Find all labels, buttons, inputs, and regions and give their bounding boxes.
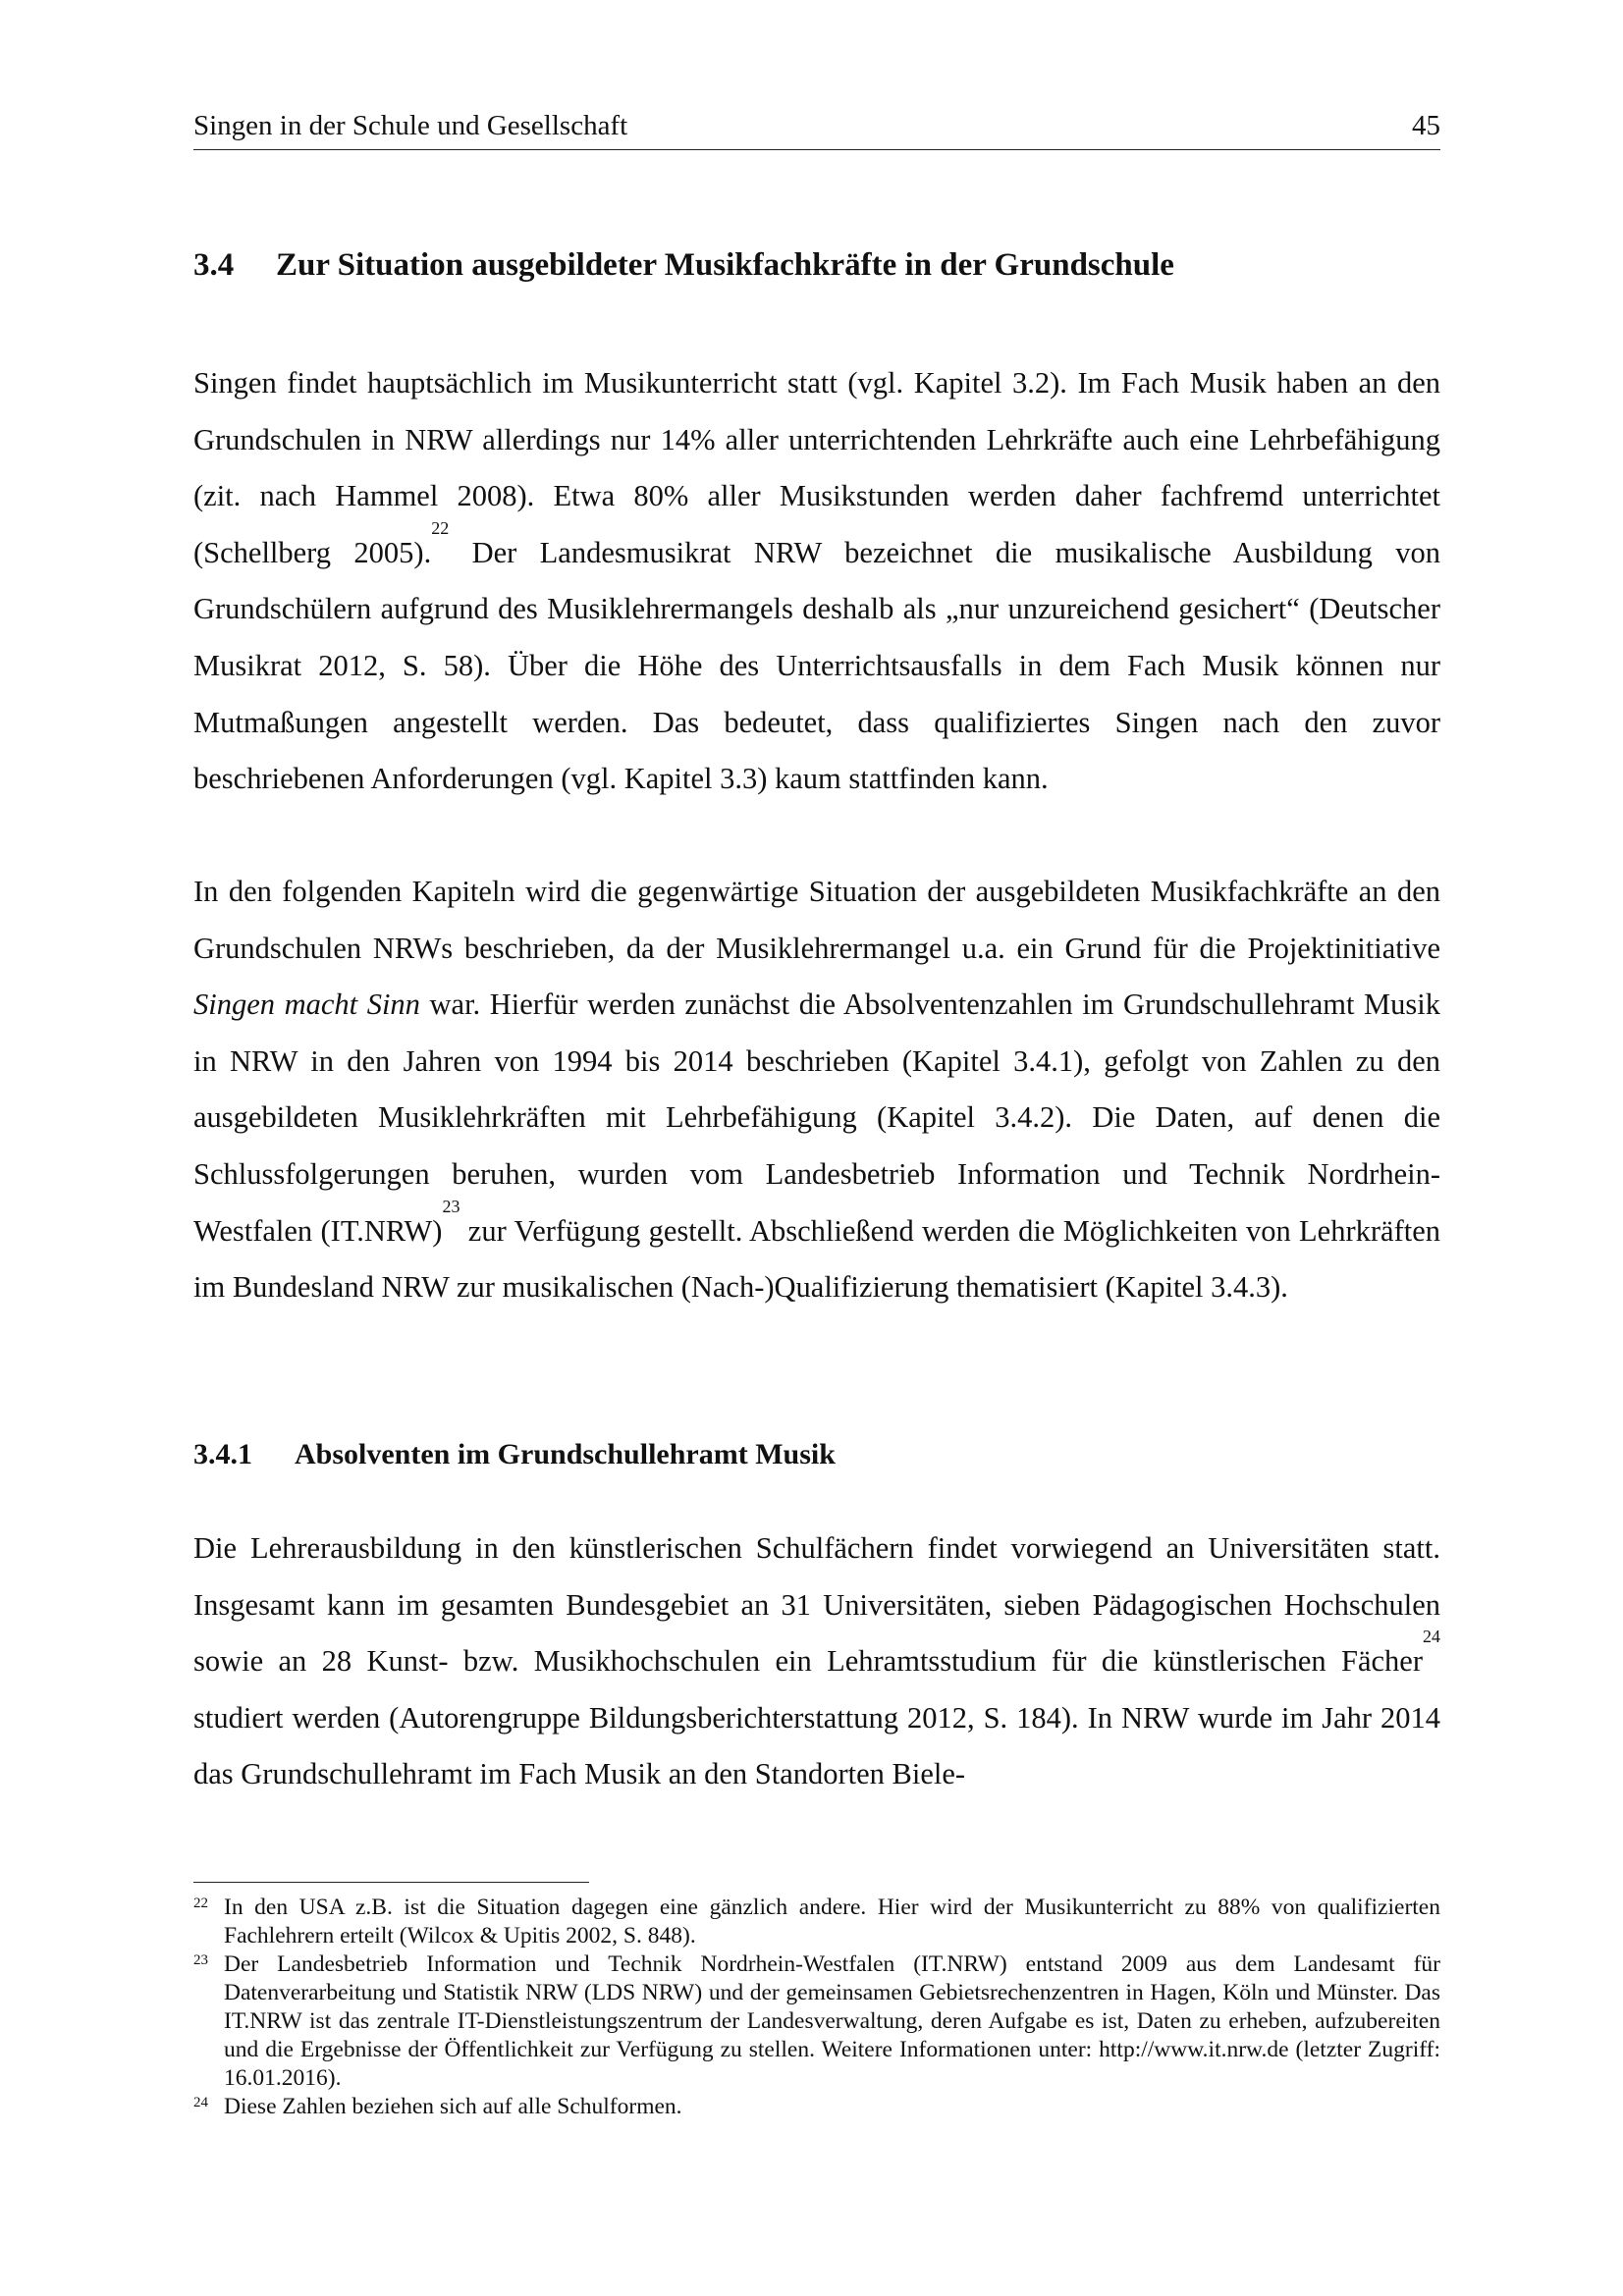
paragraph-1-text-b: Der Landesmusikrat NRW bezeichnet die musikalische Ausbildung von Grundschülern aufgrund des Musiklehrermangels deshalb als „nur unzureichend gesichert“ (Deutscher Musikrat 2012, S. 58). Über die Höhe des Unterrichtsausfalls in dem Fach Musik können nur Mutmaßungen angestellt werden. Das bedeutet, dass qualifiziertes Singen nach den zuvor beschriebenen Anforderungen (vgl. Kapitel 3.3) kaum stattfinden kann. xyxy=(193,535,1440,796)
footnote-separator xyxy=(193,1882,589,1883)
subsection-number: 3.4.1 xyxy=(193,1438,252,1470)
paragraph-2 xyxy=(193,864,1440,1316)
footnote-22 xyxy=(193,1894,1440,1950)
footnote-mark: 22 xyxy=(193,1896,208,1911)
paragraph-2-text-a: In den folgenden Kapiteln wird die gegenwärtige Situation der ausgebildeten Musikfachkräfte an den Grundschulen NRWs beschrieben, da der Musiklehrermangel u.a. ein Grund für die Projektinitiative xyxy=(193,875,1440,965)
page-number: 45 xyxy=(1412,110,1440,141)
footnote-23 xyxy=(193,1950,1440,2093)
footnote-mark: 24 xyxy=(193,2095,208,2110)
running-header xyxy=(193,110,1440,150)
paragraph-3-text-a: Die Lehrerausbildung in den künstlerischen Schulfächern findet vorwiegend an Universitäten statt. Insgesamt kann im gesamten Bundesgebiet an 31 Universitäten, sieben Pädagogischen Hochschulen sowie an 28 Kunst- bzw. Musikhochschulen ein Lehramtsstudium für die künstlerischen Fächer xyxy=(193,1531,1440,1679)
footnote-ref-24[interactable]: 24 xyxy=(1423,1627,1440,1647)
section-title: Zur Situation ausgebildeter Musikfachkräfte in der Grundschule xyxy=(276,247,1174,283)
section-heading xyxy=(193,247,1174,284)
footnote-ref-23[interactable]: 23 xyxy=(442,1196,460,1216)
footnotes xyxy=(193,1894,1440,2121)
footnote-text: Der Landesbetrieb Information und Technik Nordrhein-Westfalen (IT.NRW) entstand 2009 aus dem Landesamt für Datenverarbeitung und Statistik NRW (LDS NRW) und der gemeinsamen Gebietsrechenzentren in Hagen, Köln und Münster. Das IT.NRW ist das zentrale IT-Dienstleistungszentrum der Landesverwaltung, deren Aufgabe es ist, Daten zu erheben, aufzubereiten und die Ergebnisse der Öffentlichkeit zur Verfügung zu stellen. Weitere Informationen unter: http://www.it.nrw.de (letzter Zugriff: 16.01.2016). xyxy=(224,1951,1440,2091)
footnote-text: In den USA z.B. ist die Situation dagegen eine gänzlich andere. Hier wird der Musikunterricht zu 88% von qualifizierten Fachlehrern erteilt (Wilcox & Upitis 2002, S. 848). xyxy=(224,1895,1440,1949)
footnote-24 xyxy=(193,2093,1440,2121)
project-name: Singen macht Sinn xyxy=(193,988,420,1022)
running-header-title: Singen in der Schule und Gesellschaft xyxy=(193,110,628,141)
section-number: 3.4 xyxy=(193,247,235,283)
paragraph-2-text-c: zur Verfügung gestellt. Abschließend werden die Möglichkeiten von Lehrkräften im Bundesland NRW zur musikalischen (Nach-)Qualifizierung thematisiert (Kapitel 3.4.3). xyxy=(193,1213,1440,1305)
paragraph-3-text-b: studiert werden (Autorengruppe Bildungsberichterstattung 2012, S. 184). In NRW wurde im Jahr 2014 das Grundschullehramt im Fach Musik an den Standorten Biele- xyxy=(193,1700,1440,1791)
paragraph-1 xyxy=(193,355,1440,808)
footnote-mark: 23 xyxy=(193,1952,208,1968)
footnote-text: Diese Zahlen beziehen sich auf alle Schulformen. xyxy=(224,2094,682,2119)
footnote-ref-22[interactable]: 22 xyxy=(431,517,450,538)
paragraph-3 xyxy=(193,1521,1440,1803)
subsection-title: Absolventen im Grundschullehramt Musik xyxy=(295,1438,836,1470)
paragraph-1-text-a: Singen findet hauptsächlich im Musikunterricht statt (vgl. Kapitel 3.2). Im Fach Musik haben an den Grundschulen in NRW allerdings nur 14% aller unterrichtenden Lehrkräfte auch eine Lehrbefähigung (zit. nach Hammel 2008). Etwa 80% aller Musikstunden werden daher fachfremd unterrichtet (Schellberg 2005). xyxy=(193,366,1440,569)
subsection-heading xyxy=(193,1438,836,1471)
paragraph-2-text-b: war. Hierfür werden zunächst die Absolventenzahlen im Grundschullehramt Musik in NRW in den Jahren von 1994 bis 2014 beschrieben (Kapitel 3.4.1), gefolgt von Zahlen zu den ausgebildeten Musiklehrkräften mit Lehrbefähigung (Kapitel 3.4.2). Die Daten, auf denen die Schlussfolgerungen beruhen, wurden vom Landesbetrieb Information und Technik Nordrhein-Westfalen (IT.NRW) xyxy=(193,988,1440,1248)
